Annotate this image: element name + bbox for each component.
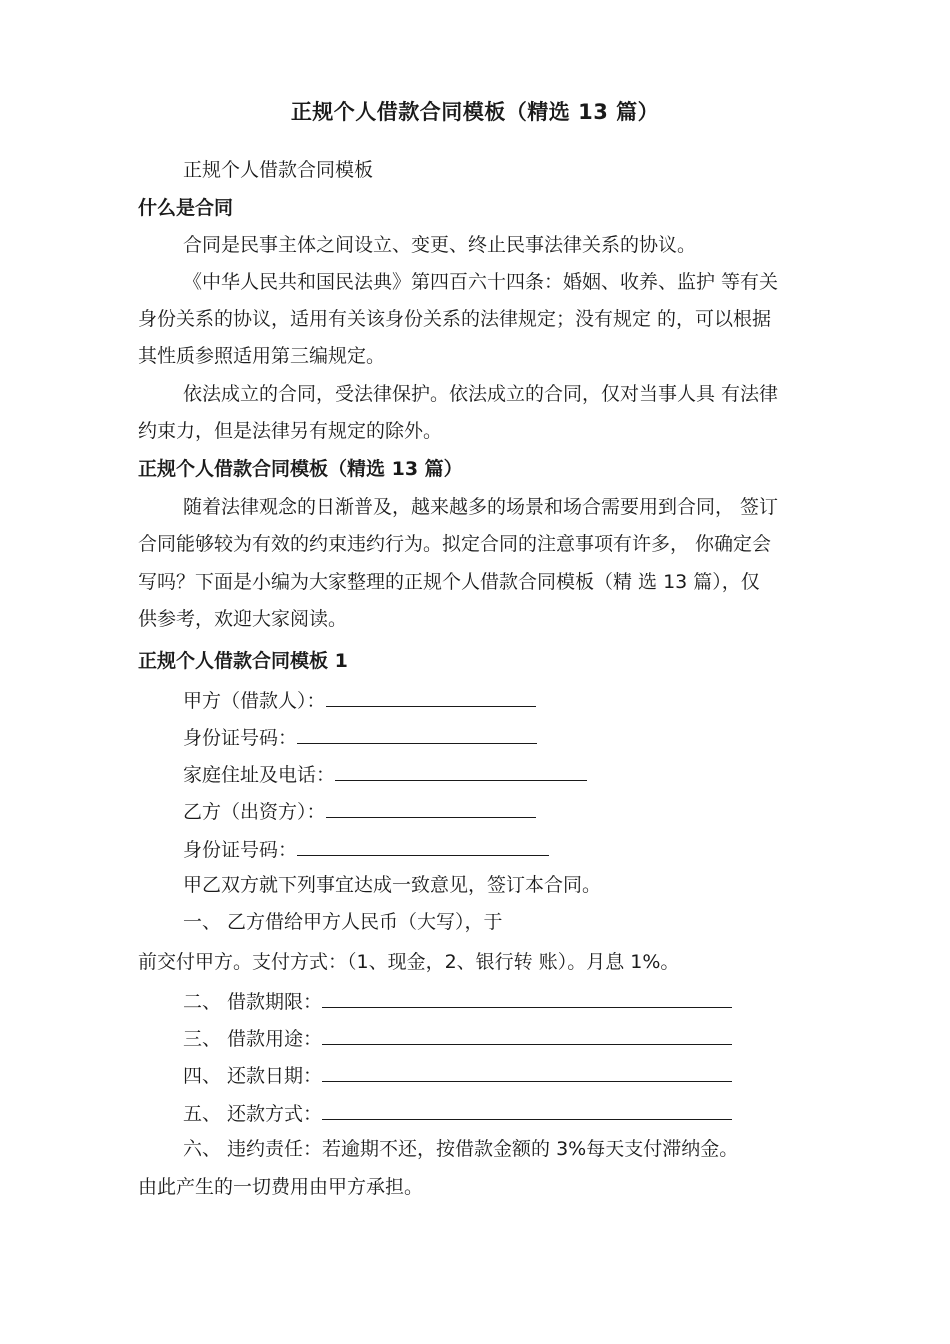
paragraph-line: 《中华人民共和国民法典》第四百六十四条：婚姻、收养、监护 等有关 bbox=[183, 271, 779, 293]
field-label: 家庭住址及电话： bbox=[183, 764, 336, 786]
blank-line bbox=[335, 760, 587, 781]
paragraph-line: 约束力，但是法律另有规定的除外。 bbox=[138, 420, 443, 442]
clause-1-line: 一、 乙方借给甲方人民币（大写），于 bbox=[183, 911, 503, 933]
paragraph-line: 身份关系的协议，适用有关该身份关系的法律规定；没有规定 的，可以根据 bbox=[138, 308, 772, 330]
clause-5-repayment-method bbox=[183, 1099, 732, 1127]
section-heading-what-is-contract: 什么是合同 bbox=[138, 197, 234, 219]
field-label: 三、 借款用途： bbox=[183, 1028, 323, 1050]
field-label: 四、 还款日期： bbox=[183, 1065, 323, 1087]
clause-3-loan-purpose bbox=[183, 1024, 732, 1052]
document-subtitle: 正规个人借款合同模板 bbox=[183, 159, 374, 181]
paragraph-line: 依法成立的合同，受法律保护。依法成立的合同，仅对当事人具 有法律 bbox=[183, 383, 779, 405]
blank-line bbox=[326, 686, 536, 707]
paragraph-line: 合同是民事主体之间设立、变更、终止民事法律关系的协议。 bbox=[183, 234, 697, 256]
field-label: 乙方（出资方）： bbox=[183, 801, 326, 823]
blank-line bbox=[326, 797, 536, 818]
form-field-borrower-id bbox=[183, 723, 537, 751]
clause-1-line: 前交付甲方。支付方式：（1、现金，2、银行转 账）。月息 1%。 bbox=[138, 951, 680, 973]
paragraph-line: 其性质参照适用第三编规定。 bbox=[138, 345, 386, 367]
blank-line bbox=[322, 1099, 732, 1120]
paragraph-line: 写吗？下面是小编为大家整理的正规个人借款合同模板（精 选 13 篇），仅 bbox=[138, 571, 760, 593]
blank-line bbox=[322, 987, 732, 1008]
clause-2-loan-term bbox=[183, 987, 732, 1015]
form-field-borrower bbox=[183, 686, 536, 714]
field-label: 二、 借款期限： bbox=[183, 991, 323, 1013]
form-field-lender bbox=[183, 797, 536, 825]
field-label: 身份证号码： bbox=[183, 839, 298, 861]
field-label: 甲方（借款人）： bbox=[183, 690, 326, 712]
paragraph-line: 供参考，欢迎大家阅读。 bbox=[138, 608, 348, 630]
paragraph-line: 合同能够较为有效的约束违约行为。拟定合同的注意事项有许多， 你确定会 bbox=[138, 533, 772, 555]
section-heading-template-1: 正规个人借款合同模板 1 bbox=[138, 650, 348, 672]
form-field-address-phone bbox=[183, 760, 587, 788]
blank-line bbox=[322, 1024, 732, 1045]
paragraph-line: 甲乙双方就下列事宜达成一致意见，签订本合同。 bbox=[183, 874, 602, 896]
form-field-lender-id bbox=[183, 835, 549, 863]
field-label: 五、 还款方式： bbox=[183, 1103, 323, 1125]
clause-6-line: 由此产生的一切费用由甲方承担。 bbox=[138, 1176, 424, 1198]
field-label: 身份证号码： bbox=[183, 727, 298, 749]
blank-line bbox=[297, 723, 537, 744]
paragraph-line: 随着法律观念的日渐普及，越来越多的场景和场合需要用到合同， 签订 bbox=[183, 496, 779, 518]
section-heading-template-collection: 正规个人借款合同模板（精选 13 篇） bbox=[138, 458, 463, 480]
clause-6-line: 六、 违约责任：若逾期不还，按借款金额的 3%每天支付滞纳金。 bbox=[183, 1138, 739, 1160]
document-title: 正规个人借款合同模板（精选 13 篇） bbox=[290, 100, 660, 124]
blank-line bbox=[322, 1061, 732, 1082]
blank-line bbox=[297, 835, 549, 856]
clause-4-repayment-date bbox=[183, 1061, 732, 1089]
